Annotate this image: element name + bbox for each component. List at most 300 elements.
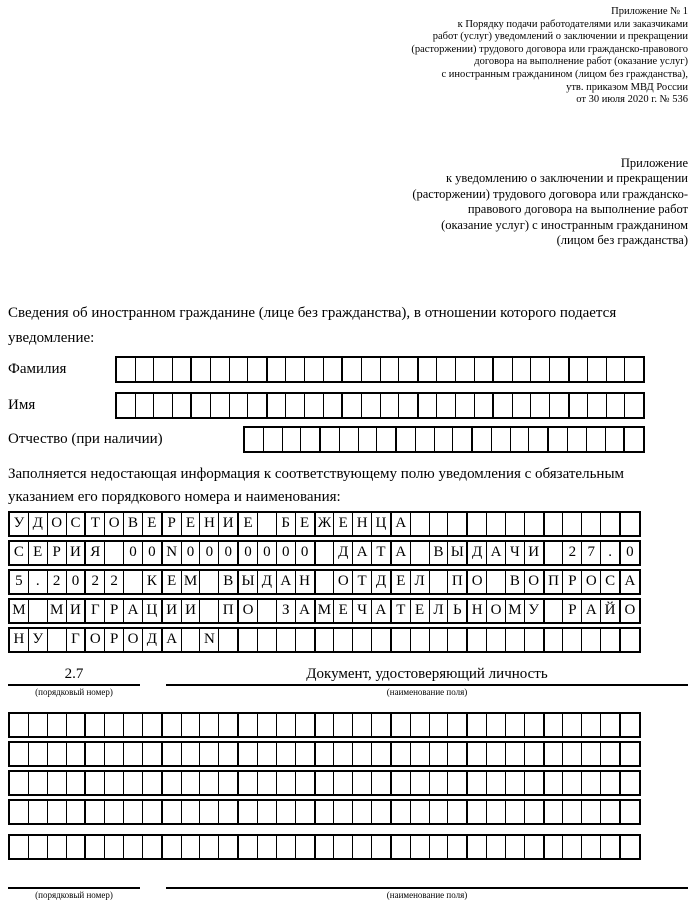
char-cell: Т bbox=[390, 600, 410, 622]
intro-text: Сведения об иностранном гражданине (лице без гражданства), в отношении которого подается уведомление: bbox=[8, 304, 617, 346]
char-cell bbox=[142, 801, 161, 823]
char-cell bbox=[486, 571, 505, 593]
char-cell bbox=[282, 428, 301, 451]
field-number-line bbox=[8, 684, 140, 686]
char-cell: У bbox=[13, 515, 25, 532]
char-cell: М bbox=[47, 600, 66, 622]
char-cell: 0 bbox=[237, 542, 257, 564]
char-cell bbox=[295, 772, 314, 794]
char-cell: А bbox=[295, 600, 314, 622]
char-cell bbox=[247, 358, 266, 381]
char-cell bbox=[447, 801, 466, 823]
field-number-caption: (порядковый номер) bbox=[35, 686, 113, 697]
char-cell bbox=[257, 743, 276, 765]
char-cell: Д bbox=[28, 513, 47, 535]
char-cell: А bbox=[390, 542, 410, 564]
char-grid-row[interactable] bbox=[8, 799, 641, 825]
char-cell bbox=[257, 513, 276, 535]
header-line: (расторжении) трудового договора или гражданско-правового bbox=[411, 43, 688, 55]
header-line: (лицом без гражданства) bbox=[556, 233, 688, 248]
char-cell bbox=[47, 801, 66, 823]
char-cell bbox=[562, 772, 581, 794]
char-cell bbox=[371, 836, 390, 858]
char-cell: О bbox=[466, 571, 486, 593]
char-cell: 2 bbox=[47, 571, 66, 593]
char-cell bbox=[285, 394, 304, 417]
char-cell bbox=[466, 513, 486, 535]
char-cell bbox=[84, 772, 104, 794]
char-cell: Е bbox=[295, 513, 314, 535]
char-cell bbox=[390, 836, 410, 858]
char-cell bbox=[587, 358, 606, 381]
char-cell bbox=[66, 836, 85, 858]
header-line: утв. приказом МВД России bbox=[566, 81, 688, 93]
char-cell bbox=[562, 743, 581, 765]
char-cell bbox=[28, 772, 47, 794]
char-cell bbox=[84, 836, 104, 858]
char-cell bbox=[295, 801, 314, 823]
char-cell: 0 bbox=[295, 542, 314, 564]
char-cell bbox=[352, 772, 371, 794]
char-cell: Н bbox=[13, 631, 25, 648]
char-cell bbox=[237, 714, 257, 736]
char-cell bbox=[447, 714, 466, 736]
char-cell bbox=[410, 801, 429, 823]
char-cell bbox=[237, 801, 257, 823]
char-cell bbox=[361, 358, 380, 381]
char-cell: О bbox=[104, 513, 123, 535]
char-cell bbox=[380, 358, 399, 381]
char-cell bbox=[104, 801, 123, 823]
char-cell bbox=[619, 629, 639, 651]
char-cell bbox=[568, 358, 588, 381]
char-cell bbox=[524, 629, 543, 651]
char-grid-row[interactable] bbox=[8, 770, 641, 796]
footer-number-line bbox=[8, 887, 140, 889]
patronymic-cells[interactable] bbox=[243, 426, 645, 453]
char-cell: 0 bbox=[66, 571, 85, 593]
char-cell bbox=[84, 743, 104, 765]
char-cell bbox=[543, 542, 563, 564]
char-cell bbox=[505, 714, 524, 736]
char-cell: Ц bbox=[371, 513, 390, 535]
char-cell: Н bbox=[199, 513, 218, 535]
char-cell bbox=[210, 394, 229, 417]
char-cell bbox=[304, 358, 323, 381]
char-cell bbox=[586, 428, 605, 451]
char-cell bbox=[314, 714, 334, 736]
char-cell bbox=[619, 836, 639, 858]
char-cell bbox=[295, 743, 314, 765]
char-cell: С bbox=[66, 513, 85, 535]
char-cell: 0 bbox=[181, 542, 200, 564]
char-cell bbox=[600, 743, 619, 765]
lastname-label: Фамилия bbox=[8, 360, 67, 377]
char-cell bbox=[161, 836, 181, 858]
char-grid-row[interactable] bbox=[8, 569, 641, 595]
char-cell bbox=[117, 358, 135, 381]
char-cell: . bbox=[28, 571, 47, 593]
char-cell: 2 bbox=[562, 542, 581, 564]
char-cell bbox=[619, 714, 639, 736]
field-reference bbox=[8, 666, 689, 698]
char-cell: О bbox=[84, 629, 104, 651]
char-cell bbox=[619, 513, 639, 535]
char-cell bbox=[319, 428, 339, 451]
char-cell bbox=[505, 629, 524, 651]
firstname-label: Имя bbox=[8, 396, 36, 413]
char-cell bbox=[562, 801, 581, 823]
char-cell bbox=[543, 801, 563, 823]
char-cell bbox=[218, 801, 237, 823]
char-cell bbox=[314, 571, 334, 593]
char-cell: Д bbox=[371, 571, 390, 593]
field-name-block bbox=[166, 666, 688, 698]
char-cell bbox=[358, 428, 377, 451]
char-cell bbox=[436, 358, 455, 381]
char-cell: Н bbox=[352, 513, 371, 535]
char-cell bbox=[530, 394, 549, 417]
char-cell bbox=[466, 629, 486, 651]
char-cell: 0 bbox=[123, 542, 142, 564]
char-cell: 5 bbox=[15, 573, 23, 590]
char-cell: Е bbox=[142, 513, 161, 535]
char-cell: Р bbox=[562, 600, 581, 622]
char-cell: О bbox=[333, 571, 352, 593]
char-cell bbox=[47, 836, 66, 858]
char-cell: Д bbox=[333, 542, 352, 564]
char-cell bbox=[28, 743, 47, 765]
char-cell bbox=[181, 743, 200, 765]
attachment-reference bbox=[8, 156, 689, 249]
char-cell: Е bbox=[181, 513, 200, 535]
char-cell bbox=[352, 629, 371, 651]
char-cell bbox=[352, 714, 371, 736]
char-cell bbox=[199, 600, 218, 622]
char-cell bbox=[486, 513, 505, 535]
char-cell bbox=[619, 772, 639, 794]
char-cell bbox=[333, 629, 352, 651]
char-cell bbox=[562, 714, 581, 736]
char-cell bbox=[524, 513, 543, 535]
char-cell: Т bbox=[352, 571, 371, 593]
char-cell bbox=[410, 836, 429, 858]
header-line: Приложение № 1 bbox=[611, 6, 688, 17]
char-grid-row[interactable] bbox=[8, 540, 641, 566]
char-cell bbox=[66, 772, 85, 794]
char-cell bbox=[512, 358, 531, 381]
char-cell bbox=[410, 542, 429, 564]
char-cell bbox=[600, 772, 619, 794]
char-cell bbox=[276, 714, 295, 736]
char-cell bbox=[199, 801, 218, 823]
char-cell bbox=[543, 743, 563, 765]
char-cell bbox=[505, 772, 524, 794]
char-cell: 0 bbox=[218, 542, 237, 564]
char-cell bbox=[47, 743, 66, 765]
char-cell: Б bbox=[276, 513, 295, 535]
char-cell: N bbox=[161, 542, 181, 564]
char-cell bbox=[263, 428, 282, 451]
char-cell bbox=[199, 743, 218, 765]
char-cell: Е bbox=[237, 513, 257, 535]
char-cell: Т bbox=[84, 513, 104, 535]
char-cell bbox=[606, 394, 625, 417]
char-cell bbox=[314, 629, 334, 651]
char-cell bbox=[10, 714, 28, 736]
char-cell bbox=[410, 513, 429, 535]
char-cell bbox=[352, 836, 371, 858]
char-cell bbox=[361, 394, 380, 417]
char-cell bbox=[181, 714, 200, 736]
char-cell: С bbox=[13, 544, 24, 561]
char-grid-row[interactable] bbox=[8, 511, 641, 537]
char-cell: Ж bbox=[314, 513, 334, 535]
char-cell bbox=[524, 836, 543, 858]
char-cell bbox=[543, 600, 563, 622]
char-cell bbox=[104, 772, 123, 794]
char-cell: Я bbox=[84, 542, 104, 564]
char-cell bbox=[84, 801, 104, 823]
char-cell bbox=[181, 772, 200, 794]
char-cell: Д bbox=[466, 542, 486, 564]
char-cell: Ч bbox=[505, 542, 524, 564]
char-cell: 0 bbox=[199, 542, 218, 564]
char-cell bbox=[276, 743, 295, 765]
char-cell: Г bbox=[66, 629, 85, 651]
char-cell bbox=[486, 743, 505, 765]
char-cell bbox=[229, 394, 248, 417]
char-cell bbox=[10, 772, 28, 794]
char-cell bbox=[218, 836, 237, 858]
char-cell bbox=[257, 801, 276, 823]
footer-name-block bbox=[166, 886, 688, 901]
char-cell bbox=[276, 801, 295, 823]
char-cell: Р bbox=[47, 542, 66, 564]
char-cell bbox=[543, 772, 563, 794]
field-number-block bbox=[8, 666, 140, 698]
char-cell bbox=[429, 743, 448, 765]
char-cell bbox=[624, 394, 643, 417]
char-cell bbox=[549, 358, 568, 381]
char-cell bbox=[505, 836, 524, 858]
char-cell: Л bbox=[429, 600, 448, 622]
char-cell bbox=[199, 714, 218, 736]
footer-field-reference bbox=[8, 886, 689, 901]
char-cell: О bbox=[619, 600, 639, 622]
char-cell: П bbox=[218, 600, 237, 622]
char-cell bbox=[390, 629, 410, 651]
char-cell bbox=[581, 836, 600, 858]
char-cell bbox=[199, 772, 218, 794]
info-char-grid bbox=[8, 511, 641, 653]
char-cell: Ч bbox=[352, 600, 371, 622]
char-cell bbox=[333, 772, 352, 794]
char-cell bbox=[245, 428, 263, 451]
char-cell bbox=[543, 629, 563, 651]
char-cell: М bbox=[181, 571, 200, 593]
char-cell: А bbox=[581, 600, 600, 622]
char-cell: К bbox=[142, 571, 161, 593]
char-cell: 2 bbox=[84, 571, 104, 593]
footer-number-block bbox=[8, 886, 140, 901]
field-number: 2.7 bbox=[64, 665, 84, 682]
char-cell bbox=[619, 801, 639, 823]
char-cell bbox=[524, 714, 543, 736]
char-grid-row[interactable] bbox=[8, 834, 641, 860]
char-cell bbox=[530, 358, 549, 381]
char-cell bbox=[304, 394, 323, 417]
empty-char-grid bbox=[8, 712, 641, 860]
footer-name-caption: (наименование поля) bbox=[386, 889, 468, 900]
char-cell bbox=[376, 428, 395, 451]
char-cell bbox=[123, 772, 142, 794]
char-cell: В bbox=[218, 571, 237, 593]
char-cell: М bbox=[505, 600, 524, 622]
char-cell: Н bbox=[295, 571, 314, 593]
char-cell bbox=[447, 836, 466, 858]
char-cell bbox=[117, 394, 135, 417]
char-cell bbox=[341, 358, 361, 381]
char-cell bbox=[587, 394, 606, 417]
char-grid-row[interactable] bbox=[8, 627, 641, 653]
char-cell: З bbox=[276, 600, 295, 622]
char-cell: Р bbox=[562, 571, 581, 593]
char-cell bbox=[600, 836, 619, 858]
char-cell bbox=[543, 714, 563, 736]
char-cell bbox=[447, 772, 466, 794]
char-cell bbox=[104, 836, 123, 858]
char-cell bbox=[417, 358, 437, 381]
char-cell bbox=[84, 714, 104, 736]
char-cell bbox=[410, 629, 429, 651]
char-cell bbox=[218, 772, 237, 794]
firstname-cells[interactable] bbox=[115, 392, 645, 419]
char-cell bbox=[528, 428, 547, 451]
char-cell bbox=[135, 358, 154, 381]
char-cell bbox=[295, 714, 314, 736]
char-cell bbox=[600, 629, 619, 651]
char-cell: 0 bbox=[619, 542, 639, 564]
char-cell: О bbox=[581, 571, 600, 593]
char-cell bbox=[10, 836, 28, 858]
char-cell bbox=[415, 428, 434, 451]
char-cell bbox=[333, 801, 352, 823]
char-cell bbox=[395, 428, 415, 451]
char-cell bbox=[562, 513, 581, 535]
char-cell bbox=[524, 801, 543, 823]
char-cell bbox=[333, 836, 352, 858]
char-cell bbox=[257, 629, 276, 651]
char-cell bbox=[123, 801, 142, 823]
char-cell: В bbox=[429, 542, 448, 564]
char-cell bbox=[466, 772, 486, 794]
char-cell bbox=[524, 772, 543, 794]
char-cell: 0 bbox=[257, 542, 276, 564]
char-cell bbox=[371, 743, 390, 765]
char-cell bbox=[153, 358, 172, 381]
char-cell bbox=[398, 358, 417, 381]
char-cell bbox=[371, 772, 390, 794]
char-cell: Е bbox=[28, 542, 47, 564]
char-cell bbox=[218, 743, 237, 765]
char-cell: О bbox=[486, 600, 505, 622]
char-cell: М bbox=[12, 602, 26, 619]
header-line: правового договора на выполнение работ bbox=[467, 202, 688, 217]
char-cell bbox=[237, 836, 257, 858]
char-cell bbox=[300, 428, 319, 451]
field-name: Документ, удостоверяющий личность bbox=[306, 665, 548, 682]
char-cell bbox=[410, 772, 429, 794]
char-cell bbox=[474, 358, 493, 381]
char-cell bbox=[28, 801, 47, 823]
char-cell: О bbox=[524, 571, 543, 593]
char-cell bbox=[417, 394, 437, 417]
char-cell bbox=[142, 714, 161, 736]
char-cell bbox=[161, 743, 181, 765]
char-cell: А bbox=[276, 571, 295, 593]
char-grid-row[interactable] bbox=[8, 741, 641, 767]
char-cell bbox=[512, 394, 531, 417]
char-cell: П bbox=[447, 571, 466, 593]
char-cell bbox=[237, 629, 257, 651]
char-cell bbox=[28, 600, 47, 622]
char-cell bbox=[314, 801, 334, 823]
char-cell bbox=[466, 743, 486, 765]
char-cell bbox=[218, 714, 237, 736]
lastname-cells[interactable] bbox=[115, 356, 645, 383]
char-cell bbox=[549, 394, 568, 417]
char-grid-row[interactable] bbox=[8, 712, 641, 738]
char-cell bbox=[380, 394, 399, 417]
char-cell: И bbox=[524, 542, 543, 564]
char-cell: О bbox=[123, 629, 142, 651]
char-cell: И bbox=[181, 600, 200, 622]
char-cell: N bbox=[199, 629, 218, 651]
header-line: договора на выполнение работ (оказание услуг) bbox=[474, 56, 688, 68]
char-cell bbox=[142, 743, 161, 765]
header-line: с иностранным гражданином (лицом без гражданства), bbox=[441, 68, 688, 80]
char-cell: А bbox=[123, 600, 142, 622]
char-cell: И bbox=[161, 600, 181, 622]
char-cell bbox=[172, 394, 191, 417]
char-cell bbox=[181, 836, 200, 858]
char-cell bbox=[390, 714, 410, 736]
char-cell: Е bbox=[410, 600, 429, 622]
char-cell bbox=[447, 513, 466, 535]
char-cell bbox=[276, 836, 295, 858]
char-cell bbox=[339, 428, 358, 451]
char-cell bbox=[567, 428, 586, 451]
char-cell bbox=[486, 714, 505, 736]
char-cell bbox=[257, 772, 276, 794]
char-cell bbox=[123, 714, 142, 736]
char-cell bbox=[161, 772, 181, 794]
char-cell bbox=[181, 629, 200, 651]
char-cell bbox=[452, 428, 471, 451]
char-cell bbox=[600, 714, 619, 736]
char-cell bbox=[47, 629, 66, 651]
char-cell: А bbox=[352, 542, 371, 564]
char-cell: А bbox=[619, 571, 639, 593]
char-grid-row[interactable] bbox=[8, 598, 641, 624]
char-cell bbox=[172, 358, 191, 381]
char-cell: И bbox=[66, 542, 85, 564]
char-cell: Е bbox=[333, 600, 352, 622]
char-cell: О bbox=[47, 513, 66, 535]
char-cell bbox=[486, 629, 505, 651]
header-line: к уведомлению о заключении и прекращении bbox=[445, 171, 688, 186]
